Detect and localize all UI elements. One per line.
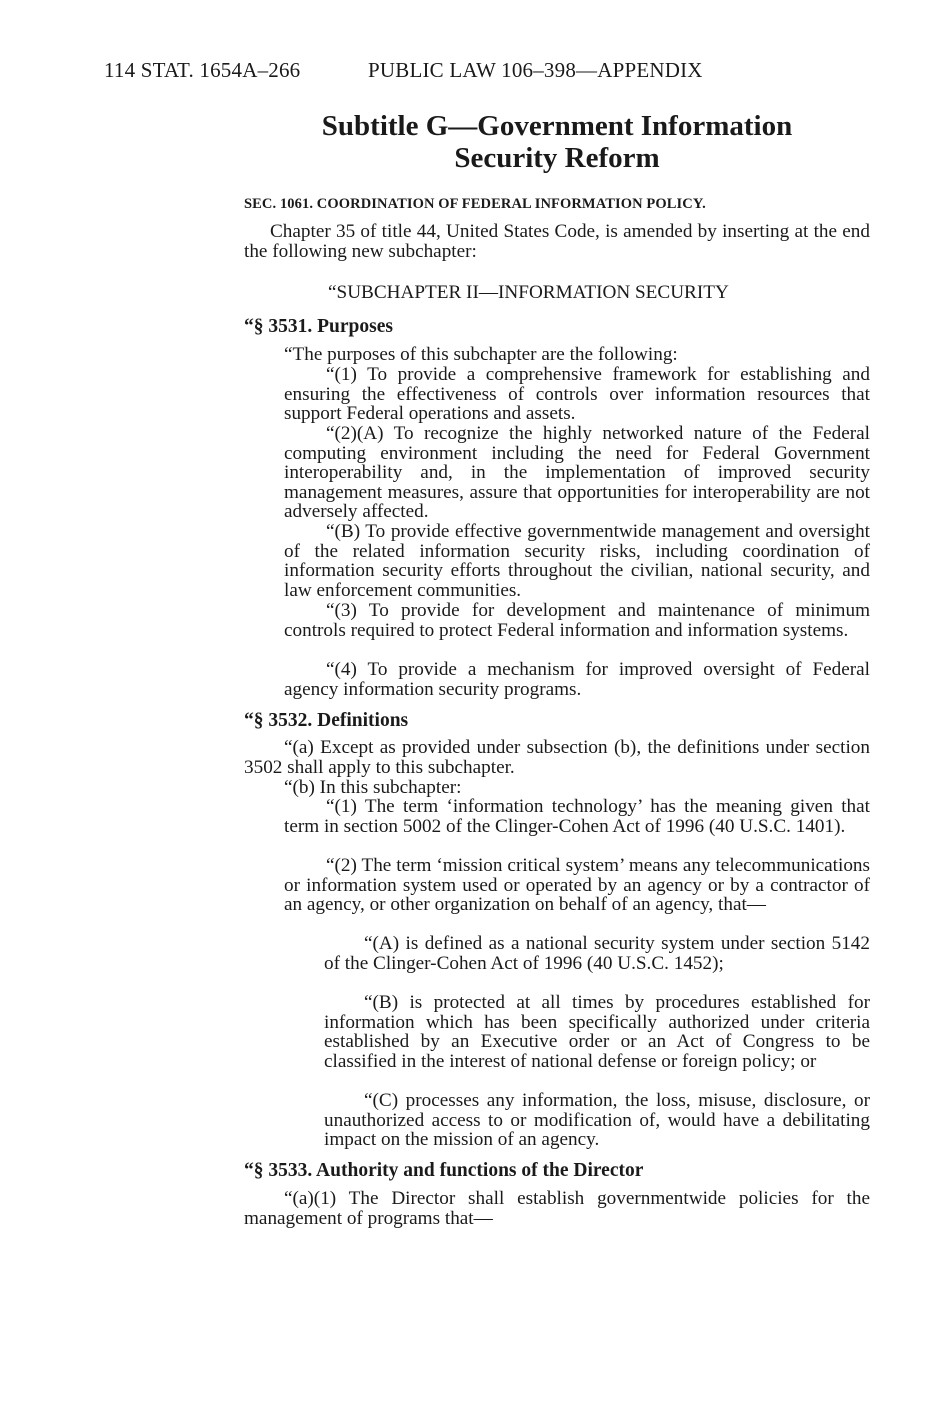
- definitions-a: “(a) Except as provided under subsection (b), the definitions under section 3502 shall apply to this subchapter.: [244, 737, 870, 778]
- purpose-4: “(4) To provide a mechanism for improved oversight of Federal agency information security programs.: [284, 659, 870, 700]
- section-3531-intro: “The purposes of this subchapter are the following:: [284, 344, 678, 365]
- running-head: [104, 58, 703, 83]
- section-3532-heading: “§ 3532. Definitions: [244, 710, 409, 731]
- statute-page-reference: 114 STAT. 1654A–266: [104, 58, 301, 82]
- purpose-3: “(3) To provide for development and maintenance of minimum controls required to protect Federal information and information systems.: [284, 600, 870, 641]
- definition-b2-C: “(C) processes any information, the loss, misuse, disclosure, or unauthorized access to or modification of, would have a debilitating impact on the mission of an agency.: [324, 1090, 870, 1151]
- director-a1: “(a)(1) The Director shall establish governmentwide policies for the management of programs that—: [244, 1188, 870, 1229]
- definition-b2-B: “(B) is protected at all times by procedures established for information which has been specifically authorized under criteria established by an Executive order or an Act of Congress to be classified in the interest of national defense or foreign policy; or: [324, 992, 870, 1072]
- purpose-2b: “(B) To provide effective governmentwide management and oversight of the related information security risks, including coordination of information security efforts throughout the civilian, national security, and law enforcement communities.: [284, 521, 870, 601]
- purpose-2a: “(2)(A) To recognize the highly networked nature of the Federal computing environment including the need for Federal Government interoperability and, in the implementation of improved security management measures, assure that opportunities for interoperability are not adversely affected.: [284, 423, 870, 523]
- definition-b2: “(2) The term ‘mission critical system’ means any telecommunications or information system used or operated by an agency or by a contractor of an agency, or other organization on behalf of an agency, that—: [284, 855, 870, 916]
- section-1061-heading: SEC. 1061. COORDINATION OF FEDERAL INFORMATION POLICY.: [244, 196, 706, 212]
- section-3531-heading: “§ 3531. Purposes: [244, 316, 393, 337]
- subchapter-heading: “SUBCHAPTER II—INFORMATION SECURITY: [328, 282, 729, 303]
- definitions-b: “(b) In this subchapter:: [284, 777, 462, 798]
- definition-b1: “(1) The term ‘information technology’ has the meaning given that term in section 5002 of the Clinger-Cohen Act of 1996 (40 U.S.C. 1401).: [284, 796, 870, 837]
- subtitle-heading: [244, 110, 870, 174]
- public-law-reference: PUBLIC LAW 106–398—APPENDIX: [368, 58, 703, 82]
- purpose-1: “(1) To provide a comprehensive framework for establishing and ensuring the effectiveness of controls over information resources that support Federal operations and assets.: [284, 364, 870, 425]
- definition-b2-A: “(A) is defined as a national security system under section 5142 of the Clinger-Cohen Act of 1996 (40 U.S.C. 1452);: [324, 933, 870, 974]
- subtitle-line-1: Subtitle G—Government Information: [321, 110, 793, 142]
- section-3533-heading: “§ 3533. Authority and functions of the Director: [244, 1160, 644, 1181]
- subtitle-line-2: Security Reform: [454, 142, 660, 174]
- section-1061-intro: Chapter 35 of title 44, United States Code, is amended by inserting at the end the following new subchapter:: [244, 221, 870, 262]
